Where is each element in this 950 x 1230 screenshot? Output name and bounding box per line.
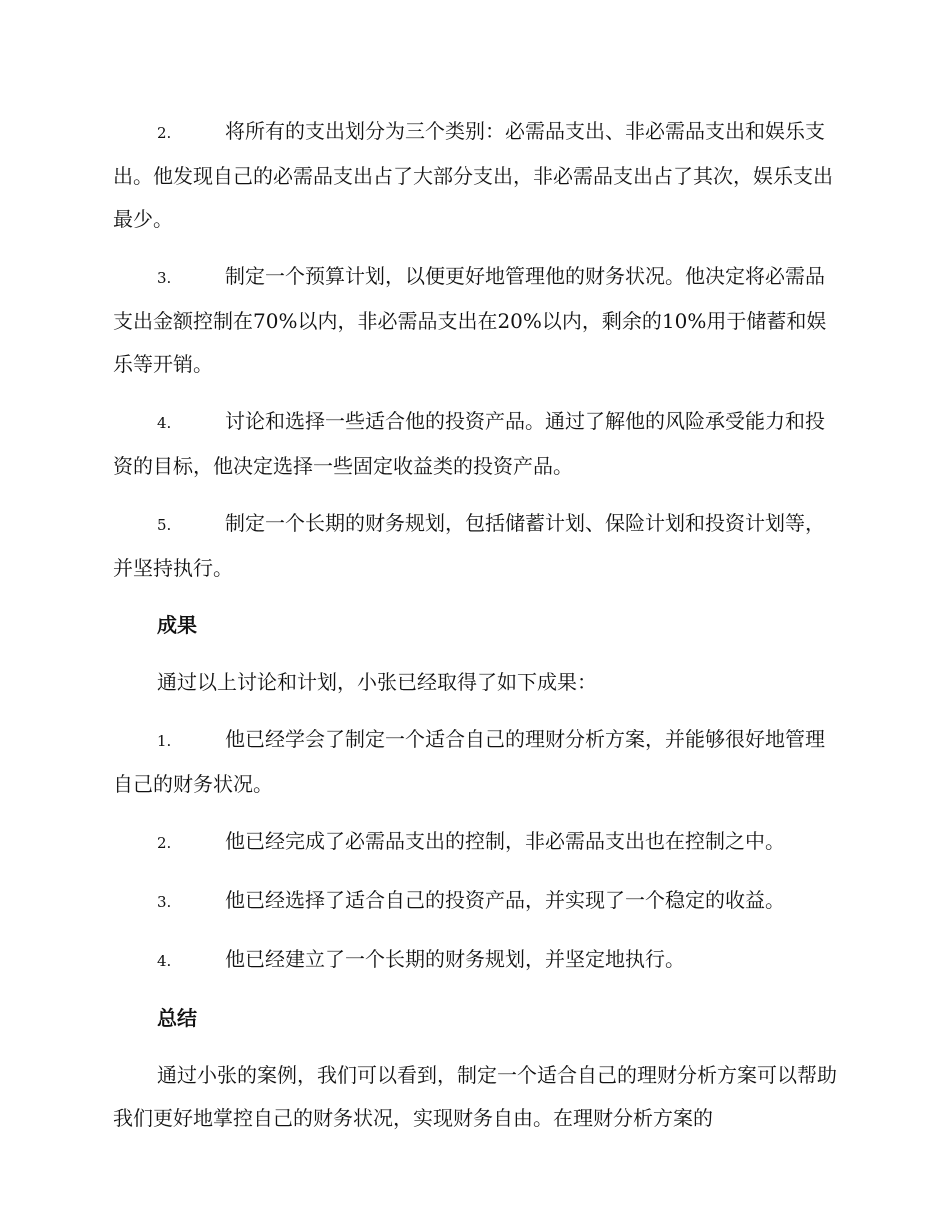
list-item: [113, 110, 843, 241]
list-item: [113, 400, 843, 488]
list-number: 5.: [157, 516, 172, 534]
list-number: 4.: [157, 414, 172, 432]
list-text: 讨论和选择一些适合他的投资产品。通过了解他的风险承受能力和投资的目标，他决定选择一些固定收益类的投资产品。: [113, 409, 825, 478]
section-heading-results: 成果: [157, 613, 197, 637]
list-number: 2.: [157, 124, 172, 142]
summary-paragraph: 通过小张的案例，我们可以看到，制定一个适合自己的理财分析方案可以帮助我们更好地掌控自己的财务状况，实现财务自由。在理财分析方案的: [113, 1063, 837, 1130]
list-item: [113, 718, 843, 806]
document-page: [113, 110, 843, 1154]
list-item: [113, 879, 843, 924]
section-heading-summary: 总结: [157, 1006, 197, 1030]
list-item: [113, 938, 843, 983]
list-number: 2.: [157, 834, 172, 852]
list-item: [113, 502, 843, 590]
list-number: 4.: [157, 952, 172, 970]
list-text: 他已经选择了适合自己的投资产品，并实现了一个稳定的收益。: [225, 888, 785, 912]
list-text: 制定一个预算计划，以便更好地管理他的财务状况。他决定将必需品支出金额控制在70%以内，非必需品支出在20%以内，剩余的10%用于储蓄和娱乐等开销。: [113, 264, 827, 376]
list-text: 他已经学会了制定一个适合自己的理财分析方案，并能够很好地管理自己的财务状况。: [113, 727, 825, 796]
list-text: 制定一个长期的财务规划，包括储蓄计划、保险计划和投资计划等，并坚持执行。: [113, 511, 825, 580]
list-item: [113, 255, 843, 386]
list-text: 将所有的支出划分为三个类别：必需品支出、非必需品支出和娱乐支出。他发现自己的必需品支出占了大部分支出，非必需品支出占了其次，娱乐支出最少。: [113, 119, 833, 231]
list-number: 3.: [157, 893, 172, 911]
list-item: [113, 820, 843, 865]
list-text: 他已经建立了一个长期的财务规划，并坚定地执行。: [225, 947, 685, 971]
results-intro: 通过以上讨论和计划，小张已经取得了如下成果：: [157, 670, 597, 694]
list-number: 3.: [157, 269, 172, 287]
list-number: 1.: [157, 732, 172, 750]
list-text: 他已经完成了必需品支出的控制，非必需品支出也在控制之中。: [225, 829, 785, 853]
